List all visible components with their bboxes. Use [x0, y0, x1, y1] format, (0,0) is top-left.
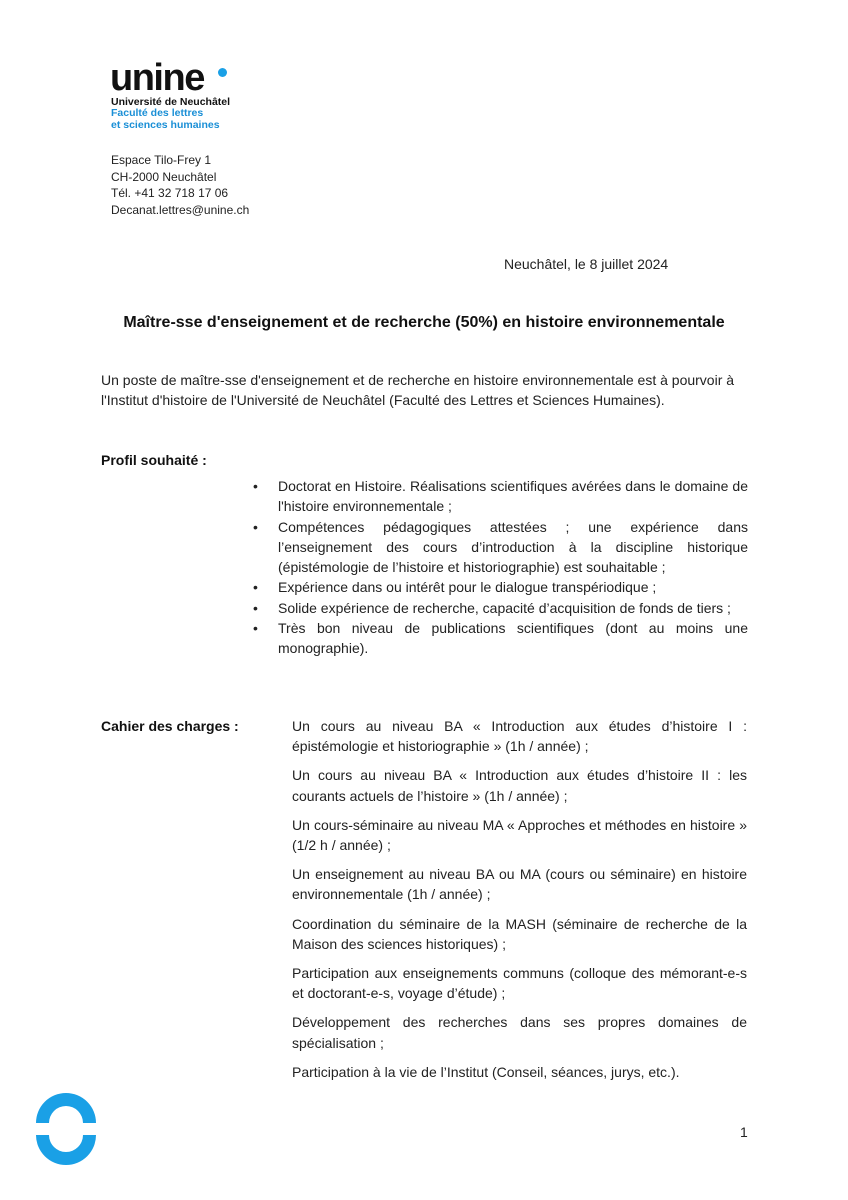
profil-item-text: Solide expérience de recherche, capacité d’acquisition de fonds de tiers ;	[278, 599, 731, 616]
list-item	[250, 577, 748, 597]
charge-item: Un cours au niveau BA « Introduction aux études d’histoire II : les courants actuels de l’histoire » (1h / année) ;	[292, 767, 747, 804]
list-item	[250, 598, 748, 618]
logo-faculty-name	[111, 107, 220, 131]
logo-faculty-line2: et sciences humaines	[111, 119, 220, 131]
charge-item: Participation aux enseignements communs (colloque des mémorant-e-s et doctorant-e-s, voyage d’étude) ;	[292, 964, 747, 1002]
bullet-icon: •	[253, 478, 258, 494]
letter-date: Neuchâtel, le 8 juillet 2024	[504, 256, 669, 272]
address-line-city: CH-2000 Neuchâtel	[111, 169, 217, 184]
list-item	[250, 476, 748, 517]
charge-item: Un cours-séminaire au niveau MA « Approches et méthodes en histoire » (1/2 h / année) ;	[292, 816, 747, 854]
logo-wordmark: unine	[110, 57, 204, 99]
logo-faculty-line1: Faculté des lettres	[111, 107, 204, 119]
logo-dot-icon	[218, 68, 227, 77]
page-number: 1	[740, 1124, 748, 1140]
list-item	[250, 517, 748, 578]
charge-item: Participation à la vie de l’Institut (Conseil, séances, jurys, etc.).	[292, 1063, 680, 1080]
charges-label: Cahier des charges :	[101, 718, 239, 734]
logo-university-name: Université de Neuchâtel	[111, 96, 231, 108]
profil-item-text: Expérience dans ou intérêt pour le dialogue transpériodique ;	[278, 579, 657, 596]
list-item	[250, 618, 748, 659]
bullet-icon: •	[253, 518, 258, 535]
profil-label: Profil souhaité :	[101, 452, 207, 468]
brand-mark-icon	[28, 1090, 104, 1166]
profil-item-text: Compétences pédagogiques attestées ; une expérience dans l’enseignement des cours d’introduction à la discipline historique (épistémologie de l’histoire et historiographie) est souhaitable ;	[278, 518, 748, 576]
address-line-email: Decanat.lettres@unine.ch	[111, 202, 250, 217]
sender-address	[111, 152, 249, 218]
charge-item: Un cours au niveau BA « Introduction aux études d’histoire I : épistémologie et historiographie » (1h / année) ;	[292, 718, 747, 755]
intro-paragraph: Un poste de maître-sse d'enseignement et de recherche en histoire environnementale est à pourvoir à l'Institut d'histoire de l'Université de Neuchâtel (Faculté des Lettres et Sciences Humaines).	[101, 372, 735, 408]
charge-item: Un enseignement au niveau BA ou MA (cours ou séminaire) en histoire environnementale (1h / année) ;	[292, 866, 747, 903]
charge-item: Coordination du séminaire de la MASH (séminaire de recherche de la Maison des sciences historiques) ;	[292, 915, 747, 952]
document-title: Maître-sse d'enseignement et de recherche (50%) en histoire environnementale	[123, 314, 725, 331]
charges-list	[292, 716, 747, 1091]
brand-mark-top-arc	[36, 1093, 96, 1123]
bullet-icon: •	[253, 579, 258, 596]
profil-item-text: Doctorat en Histoire. Réalisations scientifiques avérées dans le domaine de l'histoire environnementale ;	[278, 478, 748, 515]
charge-item: Développement des recherches dans ses propres domaines de spécialisation ;	[292, 1014, 747, 1051]
brand-mark-bottom-arc	[36, 1135, 96, 1165]
profil-item-text: Très bon niveau de publications scientifiques (dont au moins une monographie).	[278, 620, 748, 657]
bullet-icon: •	[253, 599, 258, 616]
profil-list	[250, 476, 748, 659]
bullet-icon: •	[253, 620, 258, 637]
address-line-street: Espace Tilo-Frey 1	[111, 153, 212, 167]
address-line-phone: Tél. +41 32 718 17 06	[111, 186, 229, 200]
